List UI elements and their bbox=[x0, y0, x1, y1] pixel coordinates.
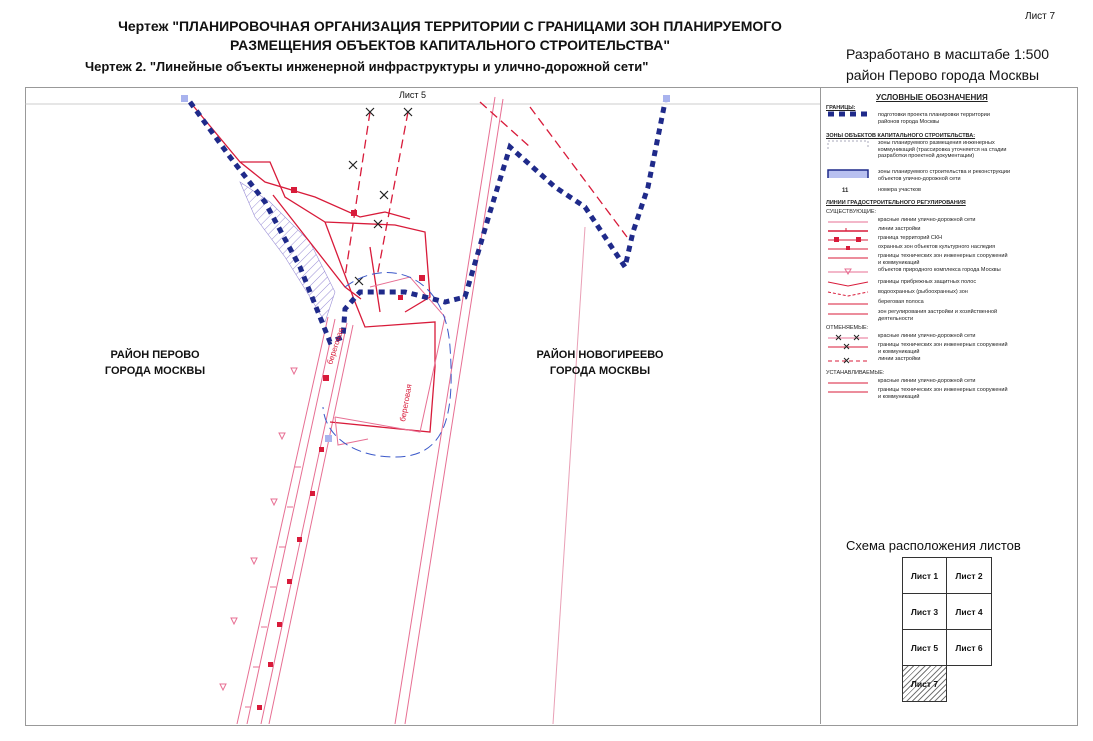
drawing-title bbox=[40, 17, 860, 55]
legend-c1-text: красные линии улично-дорожной сети bbox=[878, 333, 976, 339]
sheet-cell-5[interactable]: Лист 5 bbox=[902, 629, 947, 666]
legend-panel bbox=[822, 92, 1022, 452]
shore-line-icon bbox=[826, 299, 870, 308]
new-tech-zone-icon bbox=[826, 387, 870, 396]
shore-zone-outline bbox=[323, 273, 451, 457]
red-dashed-lines bbox=[345, 102, 627, 277]
district-novogireevo-line1: РАЙОН НОВОГИРЕЕВО bbox=[536, 349, 664, 361]
beregovaya-label-1: береговая bbox=[325, 326, 346, 366]
legend-sub-new: УСТАНАВЛИВАЕМЫЕ: bbox=[826, 370, 885, 376]
sheet-scheme-grid bbox=[902, 557, 992, 703]
legend-sec-zones: ЗОНЫ ОБЪЕКТОВ КАПИТАЛЬНОГО СТРОИТЕЛЬСТВА: bbox=[826, 133, 976, 139]
sheet-cell-6[interactable]: Лист 6 bbox=[946, 629, 992, 666]
legend-ex2-text: линии застройки bbox=[878, 226, 921, 232]
zone-marker bbox=[325, 435, 332, 442]
boundary-end-marker bbox=[663, 95, 670, 102]
district-novogireevo bbox=[530, 347, 670, 379]
road-zone-icon bbox=[826, 169, 870, 178]
engineering-zone-icon bbox=[826, 140, 870, 149]
hatched-zone bbox=[240, 182, 335, 322]
district-novogireevo-line2: ГОРОДА МОСКВЫ bbox=[549, 365, 651, 377]
legend-ex5-text: границы технических зон инженерных сооружений и коммуникаций bbox=[878, 253, 1008, 266]
triangle-markers bbox=[220, 368, 297, 690]
water-zone-icon bbox=[826, 289, 870, 298]
sheet-cell-3[interactable]: Лист 3 bbox=[902, 593, 947, 630]
legend-n2-text: границы технических зон инженерных сооружений и коммуникаций bbox=[878, 387, 1008, 400]
title-line-1: Чертеж "ПЛАНИРОВОЧНАЯ ОРГАНИЗАЦИЯ ТЕРРИТОРИИ С ГРАНИЦАМИ ЗОН ПЛАНИРУЕМОГО bbox=[118, 18, 782, 34]
scale-line-2: район Перово города Москвы bbox=[846, 67, 1040, 83]
building-line-icon bbox=[826, 226, 870, 235]
skn-boundary-icon bbox=[826, 235, 870, 244]
beregovaya-label-2: береговая bbox=[398, 383, 414, 423]
sheet-cell-4[interactable]: Лист 4 bbox=[946, 593, 992, 630]
legend-sub-cancelled: ОТМЕНЯЕМЫЕ: bbox=[826, 325, 869, 331]
boundary-symbol-icon bbox=[826, 110, 870, 119]
legend-c3-text: линии застройки bbox=[878, 356, 921, 362]
sheet-cell-1[interactable]: Лист 1 bbox=[902, 557, 947, 594]
drawing-subtitle: Чертеж 2. "Линейные объекты инженерной инфраструктуры и улично-дорожной сети" bbox=[85, 59, 649, 74]
sheet-number: Лист 7 bbox=[1025, 11, 1056, 22]
title-line-2: РАЗМЕЩЕНИЯ ОБЪЕКТОВ КАПИТАЛЬНОГО СТРОИТЕЛЬСТВА" bbox=[230, 37, 670, 53]
legend-zone1-text: зоны планируемого размещения инженерных коммуникаций (трассировка уточняется на стадии разработки проектной документации) bbox=[878, 140, 1007, 159]
legend-ex8-text: водоохранных (рыбоохранных) зон bbox=[878, 289, 968, 295]
boundary-start-marker bbox=[181, 95, 188, 102]
scale-line-1: Разработано в масштабе 1:500 bbox=[846, 46, 1050, 62]
legend-ex4-text: охранных зон объектов культурного наследия bbox=[878, 244, 996, 250]
heritage-zone-icon bbox=[826, 244, 870, 253]
legend-sub-existing: СУЩЕСТВУЮЩИЕ: bbox=[826, 209, 877, 215]
new-red-line-icon bbox=[826, 378, 870, 387]
red-line-icon bbox=[826, 217, 870, 226]
district-perovo-line1: РАЙОН ПЕРОВО bbox=[110, 349, 200, 361]
plot-number-symbol: 11 bbox=[842, 188, 849, 194]
legend-divider bbox=[820, 87, 821, 724]
cancelled-markers bbox=[349, 108, 412, 285]
legend-zone2-text: зоны планируемого строительства и реконструкции объектов улично-дорожной сети bbox=[878, 169, 1011, 182]
legend-ex10-text: зон регулирования застройки и хозяйственной деятельности bbox=[878, 309, 998, 322]
sheet-scheme-title: Схема расположения листов bbox=[846, 538, 1021, 553]
regulation-zone-icon bbox=[826, 309, 870, 318]
legend-sec-lines: ЛИНИИ ГРАДОСТРОИТЕЛЬНОГО РЕГУЛИРОВАНИЯ bbox=[826, 200, 966, 206]
adjacent-sheet-label: Лист 5 bbox=[399, 90, 427, 100]
district-perovo-line2: ГОРОДА МОСКВЫ bbox=[104, 365, 206, 377]
legend-boundary-text: подготовки проекта планировки территории районов города Москвы bbox=[878, 112, 990, 125]
legend-ex1-text: красные линии улично-дорожной сети bbox=[878, 217, 976, 223]
legend-title: УСЛОВНЫЕ ОБОЗНАЧЕНИЯ bbox=[876, 93, 988, 102]
nature-complex-icon bbox=[826, 267, 870, 276]
legend-ex9-text: береговая полоса bbox=[878, 299, 924, 305]
sheet-cell-2[interactable]: Лист 2 bbox=[946, 557, 992, 594]
legend-plot-number-text: номера участков bbox=[878, 187, 921, 193]
coastal-strip-icon bbox=[826, 279, 870, 288]
cancelled-tech-zone-icon bbox=[826, 342, 870, 351]
cancelled-red-line-icon bbox=[826, 333, 870, 342]
sheet-cell-7-current[interactable]: Лист 7 bbox=[902, 665, 947, 702]
legend-sec-boundaries: ГРАНИЦЫ: bbox=[826, 105, 856, 111]
legend-ex3-text: граница территорий СКН bbox=[878, 235, 943, 241]
cancelled-building-line-icon bbox=[826, 356, 870, 365]
scale-note bbox=[846, 44, 1076, 86]
district-perovo bbox=[85, 347, 225, 379]
map-canvas bbox=[25, 87, 820, 724]
legend-c2-text: границы технических зон инженерных сооружений и коммуникаций bbox=[878, 342, 1008, 355]
legend-ex6-text: объектов природного комплекса города Москвы bbox=[878, 267, 1001, 273]
legend-ex7-text: границы прибрежных защитных полос bbox=[878, 279, 977, 285]
tech-zone-icon bbox=[826, 253, 870, 262]
legend-n1-text: красные линии улично-дорожной сети bbox=[878, 378, 976, 384]
pink-corridor bbox=[237, 97, 585, 724]
